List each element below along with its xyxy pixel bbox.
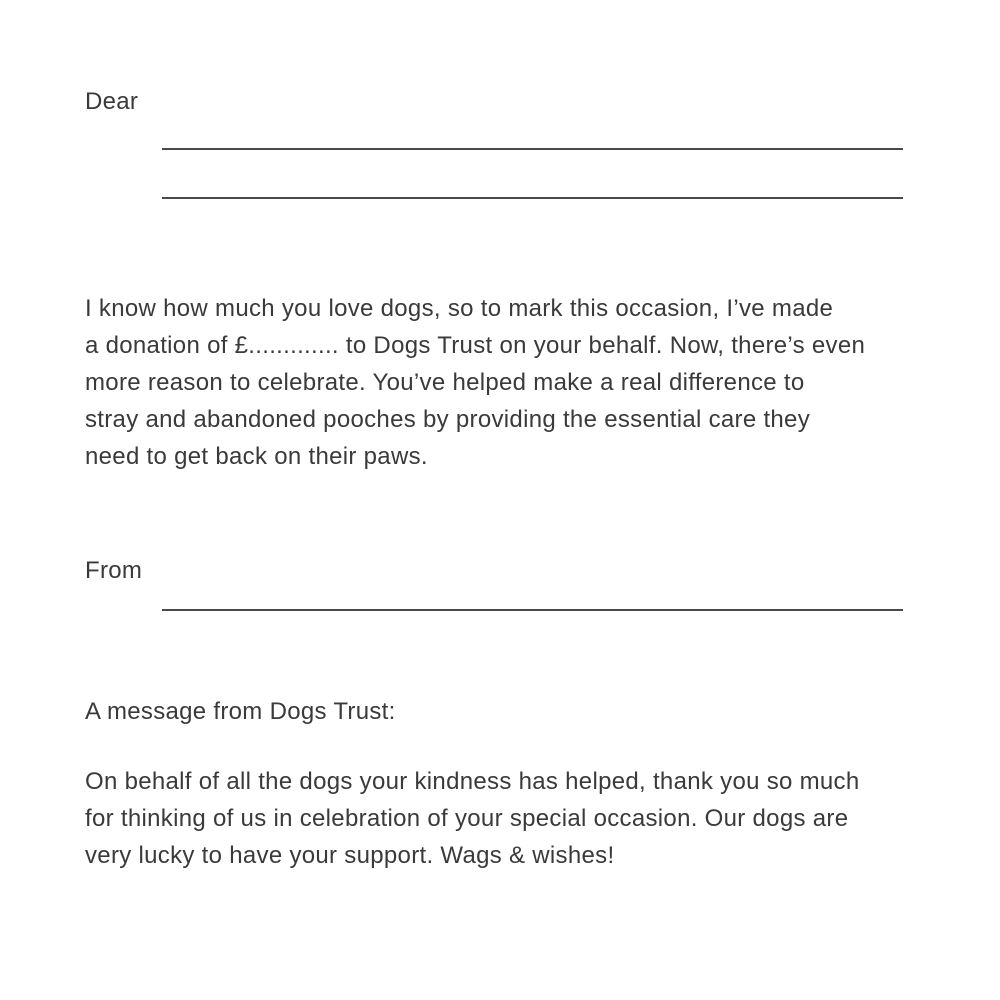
donation-message-line: more reason to celebrate. You’ve helped make a real difference to	[85, 369, 805, 396]
dogs-trust-message-line: On behalf of all the dogs your kindness has helped, thank you so much	[85, 768, 860, 795]
donation-message-line: stray and abandoned pooches by providing the essential care they	[85, 406, 811, 433]
recipient-name-line-2	[162, 197, 903, 199]
sender-name-line	[162, 609, 903, 611]
donation-message-line: a donation of £............. to Dogs Trust on your behalf. Now, there’s even	[85, 332, 866, 359]
dogs-trust-message-line: for thinking of us in celebration of your special occasion. Our dogs are	[85, 805, 849, 832]
from-label: From	[85, 557, 143, 584]
donation-message	[85, 290, 865, 475]
dogs-trust-message-line: very lucky to have your support. Wags & wishes!	[85, 842, 615, 869]
recipient-name-line-1	[162, 148, 903, 150]
donation-message-line: need to get back on their paws.	[85, 443, 428, 470]
dogs-trust-message-heading: A message from Dogs Trust:	[85, 698, 396, 725]
dear-label: Dear	[85, 88, 139, 115]
donation-message-line: I know how much you love dogs, so to mark this occasion, I’ve made	[85, 295, 834, 322]
dogs-trust-message	[85, 763, 860, 874]
